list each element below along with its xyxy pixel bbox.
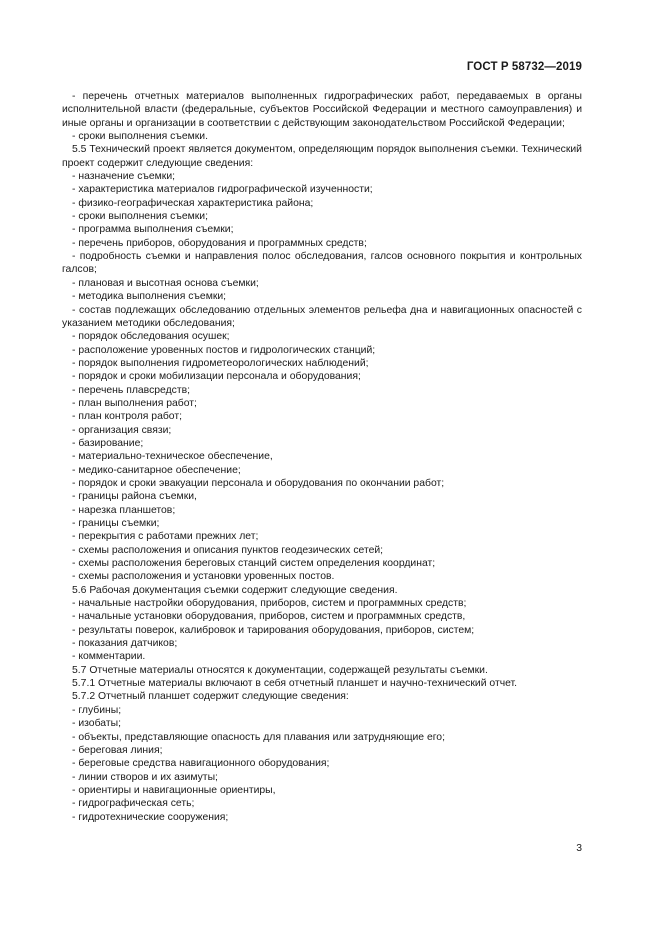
list-item: - методика выполнения съемки; — [72, 291, 227, 303]
list-item: - границы съемки; — [72, 518, 160, 529]
list-item: - состав подлежащих обследованию отдельных элементов рельефа дна и навигационных опасностей с указанием методики обследования; — [62, 304, 582, 329]
list-item: - глубины; — [72, 704, 122, 716]
list-item: - схемы расположения и установки уровенных постов. — [72, 571, 335, 583]
list-item: - схемы расположения береговых станций систем определения координат; — [72, 558, 436, 570]
list-item: - программа выполнения съемки; — [72, 224, 234, 236]
paragraph: 5.7 Отчетные материалы относятся к документации, содержащей результаты съемки. — [72, 664, 488, 676]
list-item: - границы района съемки, — [72, 491, 197, 503]
list-item: - план выполнения работ; — [72, 397, 197, 409]
list-item: - подробность съемки и направления полос обследования, галсов основного покрытия и контрольных галсов; — [62, 251, 582, 276]
list-item: - сроки выполнения съемки. — [72, 131, 208, 143]
paragraph: 5.5 Технический проект является документом, определяющим порядок выполнения съемки. Технический проект содержит следующие сведения: — [62, 144, 582, 169]
list-item: - гидрографическая сеть; — [72, 798, 195, 810]
paragraph: 5.7.1 Отчетные материалы включают в себя отчетный планшет и научно-технический отчет. — [72, 678, 518, 690]
list-item: - нарезка планшетов; — [72, 504, 176, 516]
list-item: - характеристика материалов гидрографической изученности; — [72, 184, 373, 196]
list-item: - результаты поверок, калибровок и тарирования оборудования, приборов, систем; — [72, 624, 475, 636]
list-item: - порядок и сроки эвакуации персонала и оборудования по окончании работ; — [72, 477, 445, 489]
list-item: - план контроля работ; — [72, 411, 182, 423]
list-item: - показания датчиков; — [72, 638, 178, 650]
list-item: - береговые средства навигационного оборудования; — [72, 758, 330, 770]
list-item: - физико-географическая характеристика района; — [72, 197, 314, 209]
list-item: - плановая и высотная основа съемки; — [72, 277, 259, 289]
list-item: - медико-санитарное обеспечение; — [72, 464, 241, 476]
list-item: - перечень отчетных материалов выполненных гидрографических работ, передаваемых в органы исполнительной власти (федеральные, субъектов Российской Федерации и местного самоуправления) и иные органы и организации в соответствии с действующим законодательством Российской Федерации; — [62, 91, 582, 129]
list-item: - порядок обследования осушек; — [72, 331, 230, 343]
list-item: - сроки выполнения съемки; — [72, 211, 208, 223]
list-item: - перечень плавсредств; — [72, 384, 191, 396]
list-item: - организация связи; — [72, 424, 172, 436]
list-item: - начальные установки оборудования, приборов, систем и программных средств, — [72, 611, 466, 623]
list-item: - расположение уровенных постов и гидрологических станций; — [72, 344, 376, 356]
list-item: - материально-техническое обеспечение, — [72, 451, 273, 463]
paragraph: 5.6 Рабочая документация съемки содержит следующие сведения. — [72, 584, 398, 596]
document-header-title: ГОСТ Р 58732—2019 — [466, 61, 582, 73]
list-item: - порядок и сроки мобилизации персонала и оборудования; — [72, 371, 361, 383]
paragraph: 5.7.2 Отчетный планшет содержит следующие сведения: — [72, 691, 349, 703]
list-item: - начальные настройки оборудования, приборов, систем и программных средств; — [72, 598, 467, 610]
list-item: - схемы расположения и описания пунктов геодезических сетей; — [72, 544, 384, 556]
list-item: - порядок выполнения гидрометеорологических наблюдений; — [72, 357, 369, 369]
list-item: - комментарии. — [72, 651, 146, 663]
list-item: - береговая линия; — [72, 744, 163, 756]
list-item: - гидротехнические сооружения; — [72, 811, 229, 823]
list-item: - линии створов и их азимуты; — [72, 771, 218, 783]
list-item: - назначение съемки; — [72, 171, 176, 183]
list-item: - перечень приборов, оборудования и программных средств; — [72, 237, 367, 249]
list-item: - базирование; — [72, 437, 144, 449]
page-number: 3 — [576, 843, 582, 854]
document-body — [62, 90, 582, 824]
list-item: - изобаты; — [72, 718, 121, 730]
list-item: - ориентиры и навигационные ориентиры, — [72, 784, 276, 796]
list-item: - объекты, представляющие опасность для плавания или затрудняющие его; — [72, 731, 445, 743]
list-item: - перекрытия с работами прежних лет; — [72, 531, 259, 543]
